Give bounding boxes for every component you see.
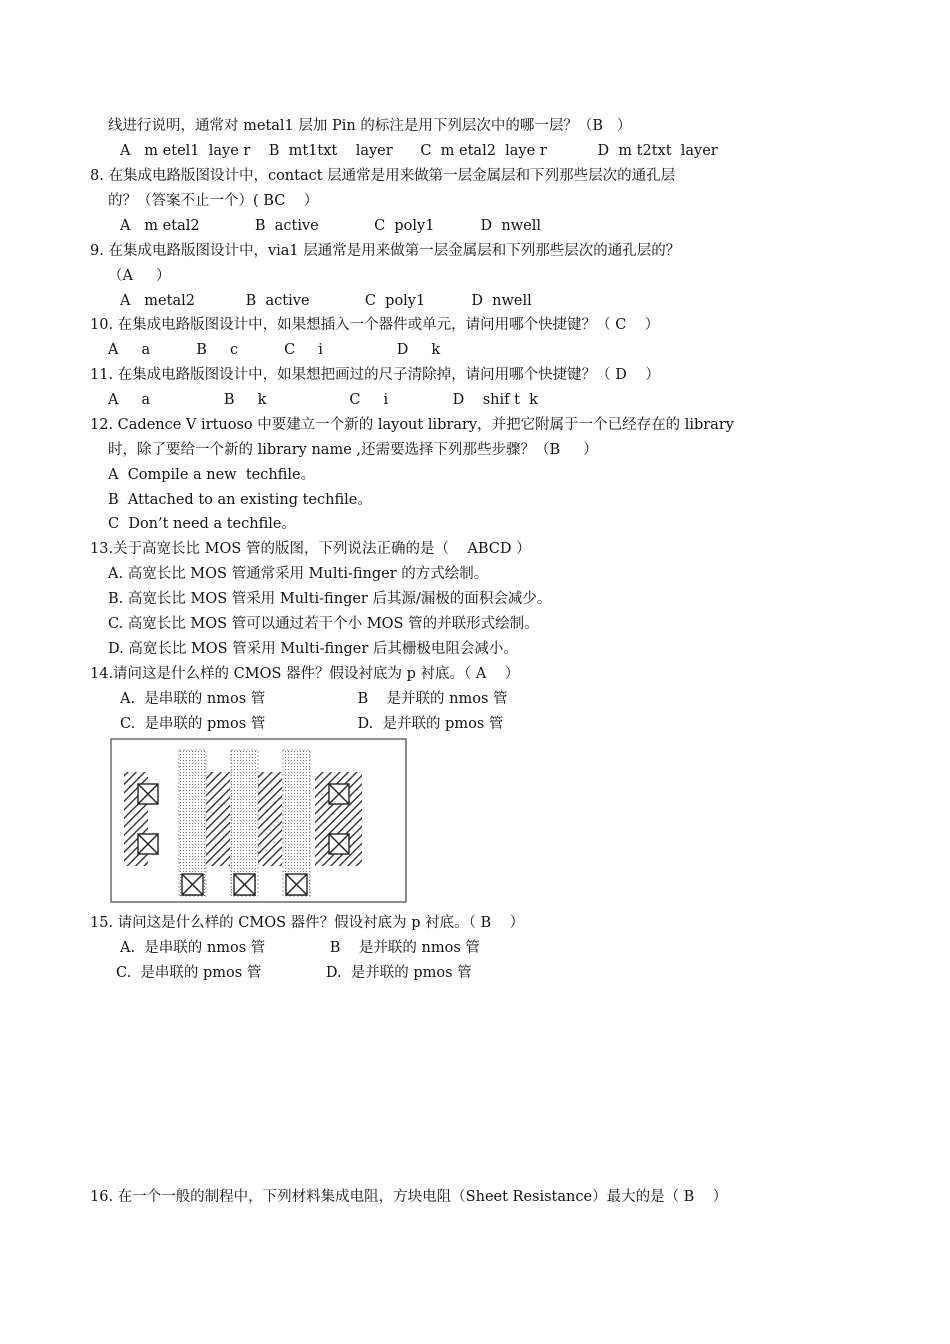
q12-text-cont: 时，除了要给一个新的 library name ,还需要选择下列那些步骤？（B ） xyxy=(108,442,598,458)
q11-text: 11. 在集成电路版图设计中，如果想把画过的尺子清除掉，请问用哪个快捷键？（ D ） xyxy=(90,367,660,383)
q13-option-d: D. 高宽长比 MOS 管采用 Multi-finger 后其栅极电阻会减小。 xyxy=(108,641,518,657)
cmos-layout-diagram xyxy=(110,738,408,904)
q7-options: A m etel1 laye r B mt1txt layer C m etal2 laye r D m t2txt layer xyxy=(120,143,718,159)
q10-text: 10. 在集成电路版图设计中，如果想插入一个器件或单元，请问用哪个快捷键？（ C ） xyxy=(90,317,660,333)
q8-text: 8. 在集成电路版图设计中，contact 层通常是用来做第一层金属层和下列那些层次的通孔层 xyxy=(90,168,676,184)
q12-option-b: B Attached to an existing techfile。 xyxy=(108,492,372,508)
q10-options: A a B c C i D k xyxy=(108,342,441,358)
q9-answer: （A ） xyxy=(108,268,171,284)
q14-text: 14.请问这是什么样的 CMOS 器件？假设衬底为 p 衬底。（ A ） xyxy=(90,666,520,682)
q13-option-c: C. 高宽长比 MOS 管可以通过若干个小 MOS 管的并联形式绘制。 xyxy=(108,616,539,632)
contact-icon xyxy=(329,834,349,854)
q15-options-ab: A. 是串联的 nmos 管 B 是并联的 nmos 管 xyxy=(120,940,480,956)
q14-options-ab: A. 是串联的 nmos 管 B 是并联的 nmos 管 xyxy=(120,691,508,707)
q12-option-c: C Don’t need a techfile。 xyxy=(108,516,296,532)
contact-icon xyxy=(138,834,158,854)
contact-icon xyxy=(234,874,255,895)
q8-options: A m etal2 B active C poly1 D nwell xyxy=(120,218,541,234)
q9-text: 9. 在集成电路版图设计中，via1 层通常是用来做第一层金属层和下列那些层次的通孔层的？ xyxy=(90,243,681,259)
q8-text-cont: 的？（答案不止一个）( BC ） xyxy=(108,193,319,209)
contact-icon xyxy=(182,874,203,895)
q16-text: 16. 在一个一般的制程中，下列材料集成电阻，方块电阻（Sheet Resistance）最大的是（ B ） xyxy=(90,1189,728,1205)
q13-option-a: A. 高宽长比 MOS 管通常采用 Multi-finger 的方式绘制。 xyxy=(108,566,489,582)
q12-text: 12. Cadence V irtuoso 中要建立一个新的 layout library，并把它附属于一个已经存在的 library xyxy=(90,417,734,433)
contact-icon xyxy=(329,784,349,804)
q12-option-a: A Compile a new techfile。 xyxy=(108,467,316,483)
contact-icon xyxy=(138,784,158,804)
contact-icon xyxy=(286,874,307,895)
q9-options: A metal2 B active C poly1 D nwell xyxy=(120,293,532,309)
diffusion-region xyxy=(258,772,282,866)
diffusion-region xyxy=(206,772,230,866)
q15-options-cd: C. 是串联的 pmos 管 D. 是并联的 pmos 管 xyxy=(116,965,472,981)
q11-options: A a B k C i D shif t k xyxy=(108,392,538,408)
q7-text-cont: 线进行说明，通常对 metal1 层加 Pin 的标注是用下列层次中的哪一层？（B ） xyxy=(108,118,632,134)
q13-text: 13.关于高宽长比 MOS 管的版图，下列说法正确的是（ ABCD ） xyxy=(90,541,531,557)
q13-option-b: B. 高宽长比 MOS 管采用 Multi-finger 后其源/漏极的面积会减少。 xyxy=(108,591,552,607)
q15-text: 15. 请问这是什么样的 CMOS 器件？假设衬底为 p 衬底。（ B ） xyxy=(90,915,525,931)
q14-options-cd: C. 是串联的 pmos 管 D. 是并联的 pmos 管 xyxy=(120,716,504,732)
